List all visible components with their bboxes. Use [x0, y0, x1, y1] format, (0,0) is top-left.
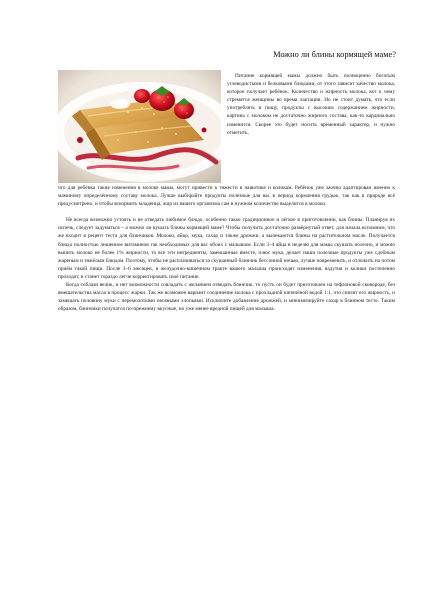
paragraph-1-start: Питание кормящей мамы должно быть полноценно богатым углеводистыми и белковыми блюдами, от этого зависит качество молока, которое получает ребёнок. Количество и жирность молока, вот к чему стремятся женщины во время лактации. Но не стоит думать, что если употреблять в пищу, продукты с высоким содержанием жирности, картина с молоком не достаточно жирного состава, как-то кардинально изменится. Скорее это будет носить временный характер, и нужно отметить,: [227, 73, 395, 136]
pancake-photo-drawing: [58, 70, 221, 183]
paragraph-3: Когда соблазн велик, и нет возможности совладать с желанием отведать блинчик, то пусть он будет приготовлен на тефлоновой сковороде, без вмешательства масла в процесс жарки. Так же возможен вариант соединение молока с прохладной кипячёной водой 1:1, что снизит его жирность, и замешать половину муки с перемолотыми овсяными хлопьями. Исключите добавление дрожжей, и минимизируйте сахар в блинном тесте. Таким образом, блинчики получатся по-прежнему вкусные, но уже менее вредной пищей для малыша.: [58, 282, 395, 313]
right-column-text: [227, 72, 395, 137]
paragraph-1-continuation: что для ребёнка такие изменения в молоке мамы, могут привести к тяжести в животике и коликам. Ребёнок уже заочно адаптирован именно к маминому определённому составу молока. Лучше выбирайте продукты полезные для вас в период кормления грудью, так как в природе всё предусмотрено, и чтобы вскормить младенца, жир из вашего организма сам в нужном количестве выделится в молоко.: [58, 185, 395, 208]
paragraph-2: Не всегда возможно устоять и не отведать любимое блюдо, особенно такое традиционное и лёгкое в приготовлении, как блины. Планируя их испечь, следует задуматься – а можно ли кушать блины кормящей маме? Чтобы получить достаточно развёрнутый ответ, для начала вспомним, что же входит в рецепт теста для блинчиков. Молоко, яйцо, мука, сахар и также дрожжи, а выпекаются блины на растительном масле. Получается блюдо полностью лишенное витаминов так необходимых для вас обоих с малышом. Если 3–4 яйца в неделю для мамы скушать полезно, и можно выпить молоко не более 1% жирности, то все эти ингредиенты, замешанные вместе, плюс мука, делает наши полезные продукты уже сдобным жареным и тяжёлым блюдом. Поэтому, чтобы не расплачиваться за скушанный блинчик бессонной ночью, лучше повременить, и отложить на потом приём такой пищи. После 3–6 месяцев, в желудочно-кишечном тракте вашего малыша происходят изменения, вздутия и колики постепенно проходят, и станет гораздо легче корректировать своё питание.: [58, 217, 395, 280]
pancake-photo: [58, 70, 221, 183]
full-width-text: [58, 184, 395, 313]
page-title: Можно ли блины кормящей маме?: [273, 50, 396, 59]
